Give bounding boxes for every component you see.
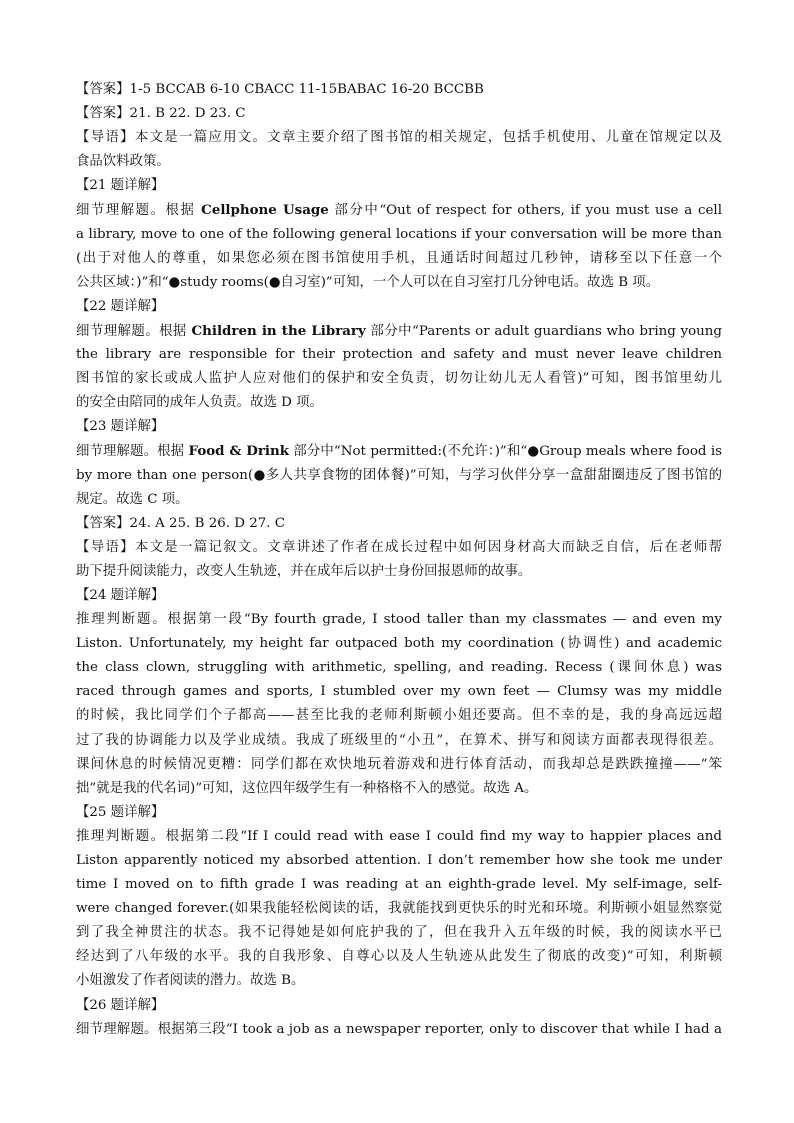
section-heading-ref: Cellphone Usage	[201, 202, 329, 219]
text-line: 图书馆的家长或成人监护人应对他们的保护和安全负责，切勿让幼儿无人看管)”可知，图书馆里幼儿	[76, 371, 722, 387]
text-line: 【23 题详解】	[76, 419, 165, 435]
text-line: 推理判断题。根据第一段“By fourth grade, I stood taller than my classmates — and even my	[76, 612, 722, 628]
text-line: (出于对他人的尊重，如果您必须在图书馆使用手机，且通话时间超过几秒钟，请移至以下任意一个	[76, 250, 722, 266]
text-line: 推理判断题。根据第二段“If I could read with ease I could find my way to happier places and	[76, 828, 722, 844]
text-line: a library, move to one of the following general locations if your conversation will be more than	[76, 226, 722, 242]
line-text: 细节理解题。根据	[76, 444, 189, 460]
text-line: were changed forever.(如果我能轻松阅读的话，我就能找到更快乐的时光和环境。利斯顿小姐显然察觉	[76, 901, 722, 917]
text-line: 课间休息的时候情况更糟：同学们都在欢快地玩着游戏和进行体育活动，而我却总是跌跌撞撞——“笨	[76, 756, 722, 772]
line-text: 部分中“Out of respect for others, if you must use a cell	[334, 203, 722, 219]
text-line: 【答案】24. A 25. B 26. D 27. C	[76, 515, 286, 531]
line-text: 部分中“Not permitted:(不允许：)”和“●Group meals where food is	[293, 444, 722, 460]
document-page	[76, 78, 722, 1042]
text-line: 规定。故选 C 项。	[76, 491, 189, 507]
text-line: 的时候，我比同学们个子都高——甚至比我的老师利斯顿小姐还要高。但不幸的是，我的身高远远超	[76, 708, 722, 724]
text-line	[76, 439, 722, 463]
text-line: 公共区域：)”和“●study rooms(●自习室)”可知，一个人可以在自习室打几分钟电话。故选 B 项。	[76, 274, 660, 290]
line-text: 细节理解题。根据	[76, 323, 192, 339]
section-heading-ref: Food & Drink	[188, 443, 289, 460]
text-line	[76, 319, 722, 343]
text-line: time I moved on to fifth grade I was reading at an eighth-grade level. My self-image, self-	[76, 877, 722, 893]
text-line: 【25 题详解】	[76, 804, 165, 820]
line-text: 部分中“Parents or adult guardians who bring young	[370, 323, 722, 339]
section-heading-ref: Children in the Library	[191, 322, 366, 339]
text-line: 助下提升阅读能力，改变人生轨迹，并在成年后以护士身份回报恩师的故事。	[76, 563, 532, 579]
text-line: 的安全由陪同的成年人负责。故选 D 项。	[76, 395, 323, 411]
text-line: 小姐激发了作者阅读的潜力。故选 B。	[76, 973, 305, 989]
text-line: raced through games and sports, I stumbled over my own feet — Clumsy was my middle	[76, 684, 722, 700]
text-line: the class clown, struggling with arithmetic, spelling, and reading. Recess (课间休息) was	[76, 660, 722, 676]
text-line: 【26 题详解】	[76, 997, 165, 1013]
text-line: 【22 题详解】	[76, 298, 165, 314]
text-line: 拙”就是我的代名词)”可知，这位四年级学生有一种格格不入的感觉。故选 A。	[76, 780, 538, 796]
text-line: 细节理解题。根据第三段“I took a job as a newspaper reporter, only to discover that while I had a	[76, 1021, 722, 1037]
text-line: 【导语】本文是一篇应用文。文章主要介绍了图书馆的相关规定，包括手机使用、儿童在馆规定以及	[76, 130, 722, 146]
line-text: 细节理解题。根据	[76, 203, 202, 219]
text-line	[76, 198, 722, 222]
text-line: 到了我全神贯注的状态。我不记得她是如何庇护我的了，但在我升入五年级的时候，我的阅读水平已	[76, 925, 722, 941]
text-line: Liston. Unfortunately, my height far outpaced both my coordination (协调性) and academic	[76, 636, 722, 652]
text-line: by more than one person(●多人共享食物的团体餐)”可知，与学习伙伴分享一盒甜甜圈违反了图书馆的	[76, 467, 722, 483]
text-line: 食品饮料政策。	[76, 154, 170, 170]
text-line: Liston apparently noticed my absorbed attention. I don’t remember how she took me under	[76, 853, 722, 868]
text-line: 【导语】本文是一篇记叙文。文章讲述了作者在成长过程中如何因身材高大而缺乏自信，后在老师帮	[76, 539, 722, 555]
text-line: 【答案】1-5 BCCAB 6-10 CBACC 11-15BABAC 16-20 BCCBB	[76, 82, 484, 97]
text-line: the library are responsible for their protection and safety and must never leave children	[76, 347, 722, 363]
text-line: 【答案】21. B 22. D 23. C	[76, 106, 246, 122]
text-line: 经达到了八年级的水平。我的自我形象、自尊心以及人生轨迹从此发生了彻底的改变)”可知，利斯顿	[76, 949, 722, 965]
text-line: 【24 题详解】	[76, 587, 165, 603]
text-line: 【21 题详解】	[76, 178, 165, 194]
text-line: 过了我的协调能力以及学业成绩。我成了班级里的“小丑”，在算术、拼写和阅读方面都表现得很差。	[76, 732, 722, 748]
